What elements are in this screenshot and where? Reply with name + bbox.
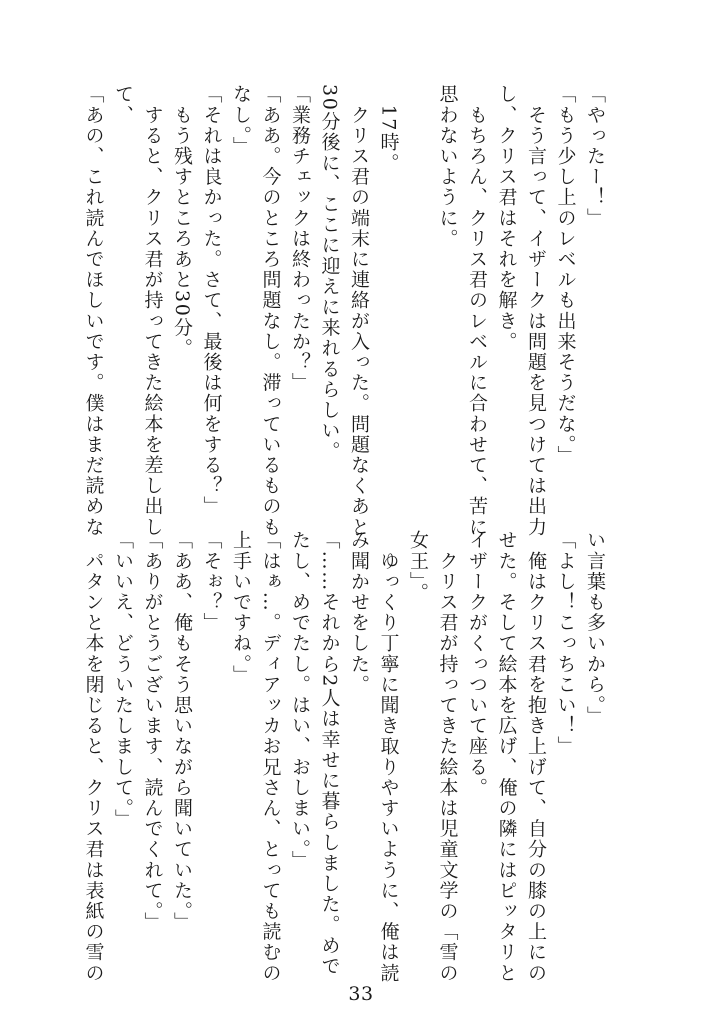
text-line: 「……それから2人は幸せに暮らしました。めで — [318, 530, 341, 977]
text-line: み聞かせをした。 — [348, 530, 370, 695]
text-line: 「あの、これ読んでほしいです。僕はまだ読めな — [82, 84, 105, 538]
text-block-top — [78, 84, 609, 538]
text-line: もちろん、クリス君のレベルに合わせて、苦に — [466, 84, 488, 538]
text-line: 「ありがとうございます、読んでくれて。」 — [141, 530, 164, 933]
blank-line — [403, 84, 433, 484]
text-line: 上手いですね。」 — [230, 530, 252, 686]
page-number: 33 — [348, 983, 374, 1005]
text-line: なし。」 — [230, 84, 252, 157]
text-line: 「そぉ？」 — [200, 530, 223, 633]
text-line: せた。そして絵本を広げ、俺の隣にはピッタリと — [495, 530, 518, 984]
text-line: い言葉も多いから。」 — [584, 530, 606, 727]
text-line: すると、クリス君が持ってきた絵本を差し出し — [141, 84, 164, 538]
text-line: クリス君が持ってきた絵本は児童文学の「雪の — [436, 530, 459, 984]
text-line: 「やったー！」 — [584, 84, 606, 229]
text-line: 「ああ、俺もそう思いながら聞いていた。」 — [171, 530, 193, 933]
text-line: 「はぁ…。ディアッカお兄さん、とっても読むの — [259, 530, 282, 984]
text-line: て、 — [112, 84, 134, 126]
text-line: 思わないように。 — [436, 84, 459, 249]
text-line: 「ああ。今のところ問題なし。滞っているものも — [259, 84, 282, 538]
text-line: 「それは良かった。さて、最後は何をする？」 — [200, 84, 223, 517]
text-line: 17時。 — [377, 84, 400, 174]
text-line: 「いいえ、どういたしまして。」 — [112, 530, 134, 830]
text-line: たし、めでたし。はい、おしまい。」 — [289, 530, 311, 871]
text-line: 「業務チェックは終わったか？」 — [289, 84, 311, 393]
text-line: 「よし！こっちこい！」 — [554, 530, 577, 757]
text-line: そう言って、イザークは問題を見つけては出力 — [525, 84, 547, 538]
text-line: クリス君の端末に連絡が入った。問題なくあと — [348, 84, 370, 538]
text-line: 俺はクリス君を抱き上げて、自分の膝の上にの — [525, 530, 547, 984]
text-line: 「もう少し上のレベルも出来そうだな。」 — [554, 84, 577, 466]
text-line: し、クリス君はそれを解き。 — [495, 84, 518, 352]
text-line: 女王」。 — [407, 530, 429, 603]
text-line: 30分後に、ここに迎えに来れるらしい。 — [318, 84, 341, 462]
text-line: イザークがくっついて座る。 — [466, 530, 488, 798]
text-line: もう残すところあと30分。 — [171, 84, 193, 359]
text-line: ゆっくり丁寧に聞き取りやすいように、俺は読 — [377, 530, 400, 984]
text-line: パタンと本を閉じると、クリス君は表紙の雪の — [82, 530, 105, 984]
text-block-bottom — [78, 530, 609, 984]
